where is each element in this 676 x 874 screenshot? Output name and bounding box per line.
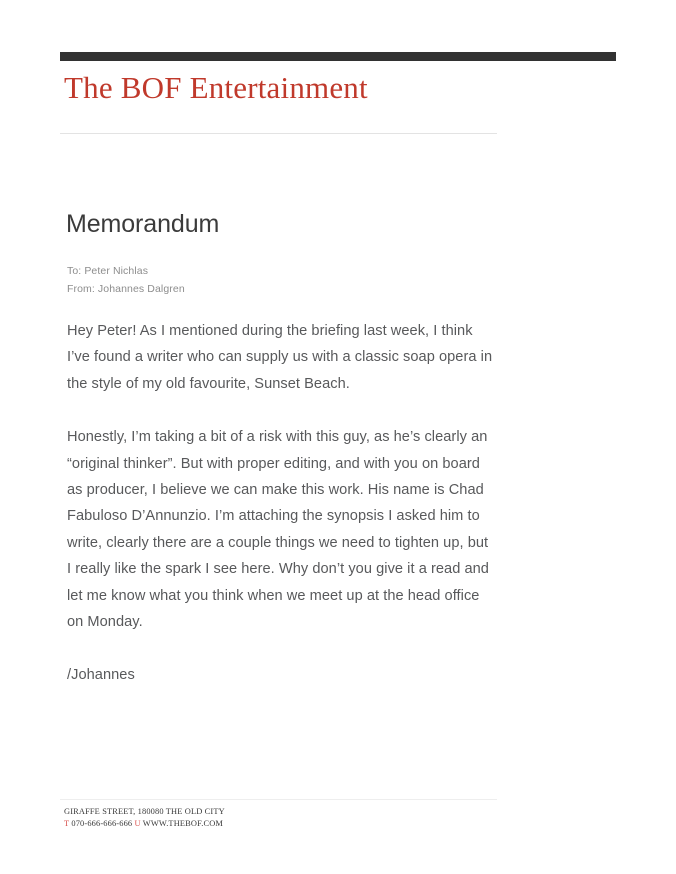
phone-marker: T (64, 819, 70, 828)
footer-address: GIRAFFE STREET, 180080 THE OLD CITY (64, 807, 225, 816)
footer-divider (60, 799, 497, 800)
memo-from-line: From: Johannes Dalgren (67, 283, 185, 295)
memo-body (67, 318, 495, 689)
company-name: The BOF Entertainment (64, 70, 368, 105)
header-divider (60, 133, 497, 134)
memo-recipients (67, 262, 497, 298)
memo-paragraph: Hey Peter! As I mentioned during the briefing last week, I think I’ve found a writer who can supply us with a classic soap opera in the style of my old favourite, Sunset Beach. (67, 323, 493, 392)
page-title: Memorandum (66, 210, 220, 238)
footer-phone: 070-666-666-666 (71, 819, 133, 828)
memo-to-line: To: Peter Nichlas (67, 265, 149, 277)
memo-paragraph: Honestly, I’m taking a bit of a risk with this guy, as he’s clearly an “original thinker”. But with proper editing, and with you on board as producer, I believe we can make this work. His name is Chad Fabuloso D’Annunzio. I’m attaching the synopsis I asked him to write, clearly there are a couple things we need to tighten up, but I really like the spark I see here. Why don’t you give it a read and let me know what you think when we meet up at the head office on Monday. (67, 429, 489, 631)
footer-contact (64, 818, 504, 830)
memo-signature: /Johannes (67, 667, 135, 684)
page-footer (64, 806, 504, 830)
url-marker: U (134, 819, 141, 828)
letterhead-bar (60, 52, 616, 61)
footer-url: WWW.THEBOF.COM (142, 819, 224, 828)
